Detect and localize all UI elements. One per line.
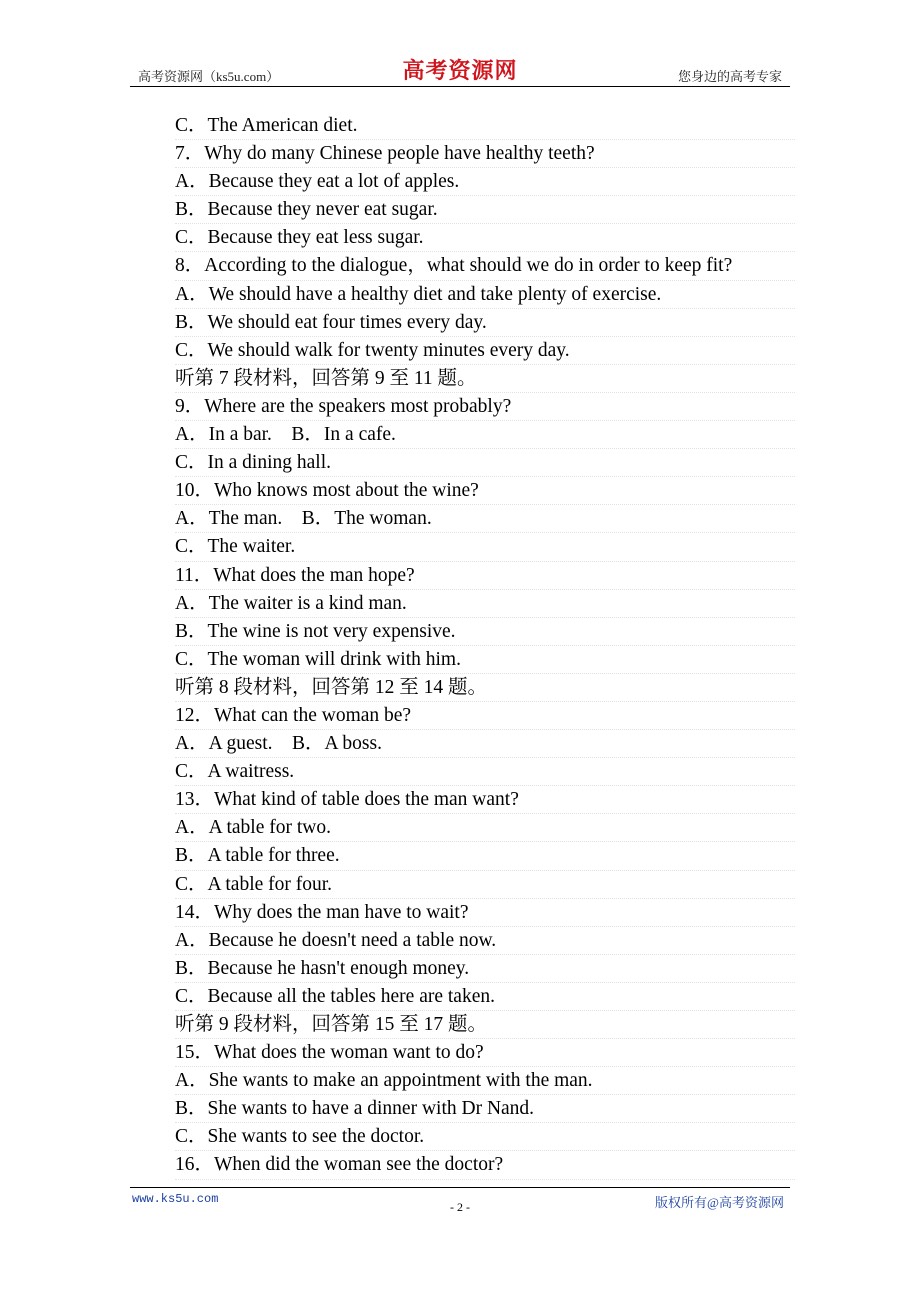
header-site-name: 高考资源网（ks5u.com）: [138, 69, 280, 84]
section-heading: 听第 7 段材料，回答第 9 至 11 题。: [175, 365, 795, 393]
text-line: C．Because they eat less sugar.: [175, 224, 795, 252]
footer-site-link[interactable]: www.ks5u.com: [132, 1192, 219, 1206]
section-heading: 听第 8 段材料，回答第 12 至 14 题。: [175, 674, 795, 702]
text-line: 14．Why does the man have to wait?: [175, 899, 795, 927]
text-line: B．Because he hasn't enough money.: [175, 955, 795, 983]
text-line: A．A table for two.: [175, 814, 795, 842]
text-line: 8．According to the dialogue，what should we do in order to keep fit?: [175, 252, 795, 280]
text-line: 15．What does the woman want to do?: [175, 1039, 795, 1067]
text-line: C．The woman will drink with him.: [175, 646, 795, 674]
text-line: 12．What can the woman be?: [175, 702, 795, 730]
text-line: A．We should have a healthy diet and take plenty of exercise.: [175, 281, 795, 309]
text-line: A．A guest. B．A boss.: [175, 730, 795, 758]
text-line: C．A waitress.: [175, 758, 795, 786]
text-line: 16．When did the woman see the doctor?: [175, 1151, 795, 1179]
text-line: A．In a bar. B．In a cafe.: [175, 421, 795, 449]
document-body: [175, 112, 795, 1180]
text-line: 7．Why do many Chinese people have healthy teeth?: [175, 140, 795, 168]
text-line: B．A table for three.: [175, 842, 795, 870]
page-footer: [130, 1187, 790, 1218]
page-number: - 2 -: [450, 1200, 470, 1214]
text-line: 11．What does the man hope?: [175, 562, 795, 590]
text-line: C．A table for four.: [175, 871, 795, 899]
text-line: A．The waiter is a kind man.: [175, 590, 795, 618]
text-line: A．Because he doesn't need a table now.: [175, 927, 795, 955]
header-slogan: 您身边的高考专家: [677, 69, 782, 84]
page-header: [130, 52, 790, 87]
text-line: C．We should walk for twenty minutes every day.: [175, 337, 795, 365]
text-line: C．She wants to see the doctor.: [175, 1123, 795, 1151]
text-line: B．She wants to have a dinner with Dr Nand.: [175, 1095, 795, 1123]
text-line: A．Because they eat a lot of apples.: [175, 168, 795, 196]
text-line: B．We should eat four times every day.: [175, 309, 795, 337]
section-heading: 听第 9 段材料，回答第 15 至 17 题。: [175, 1011, 795, 1039]
text-line: 10．Who knows most about the wine?: [175, 477, 795, 505]
text-line: C．In a dining hall.: [175, 449, 795, 477]
text-line: C．The waiter.: [175, 533, 795, 561]
footer-copyright: 版权所有@高考资源网: [655, 1195, 784, 1210]
text-line: A．The man. B．The woman.: [175, 505, 795, 533]
text-line: 13．What kind of table does the man want?: [175, 786, 795, 814]
header-logo: 高考资源网: [402, 58, 518, 83]
text-line: 9．Where are the speakers most probably?: [175, 393, 795, 421]
text-line: A．She wants to make an appointment with the man.: [175, 1067, 795, 1095]
text-line: B．The wine is not very expensive.: [175, 618, 795, 646]
text-line: B．Because they never eat sugar.: [175, 196, 795, 224]
text-line: C．The American diet.: [175, 112, 795, 140]
text-line: C．Because all the tables here are taken.: [175, 983, 795, 1011]
